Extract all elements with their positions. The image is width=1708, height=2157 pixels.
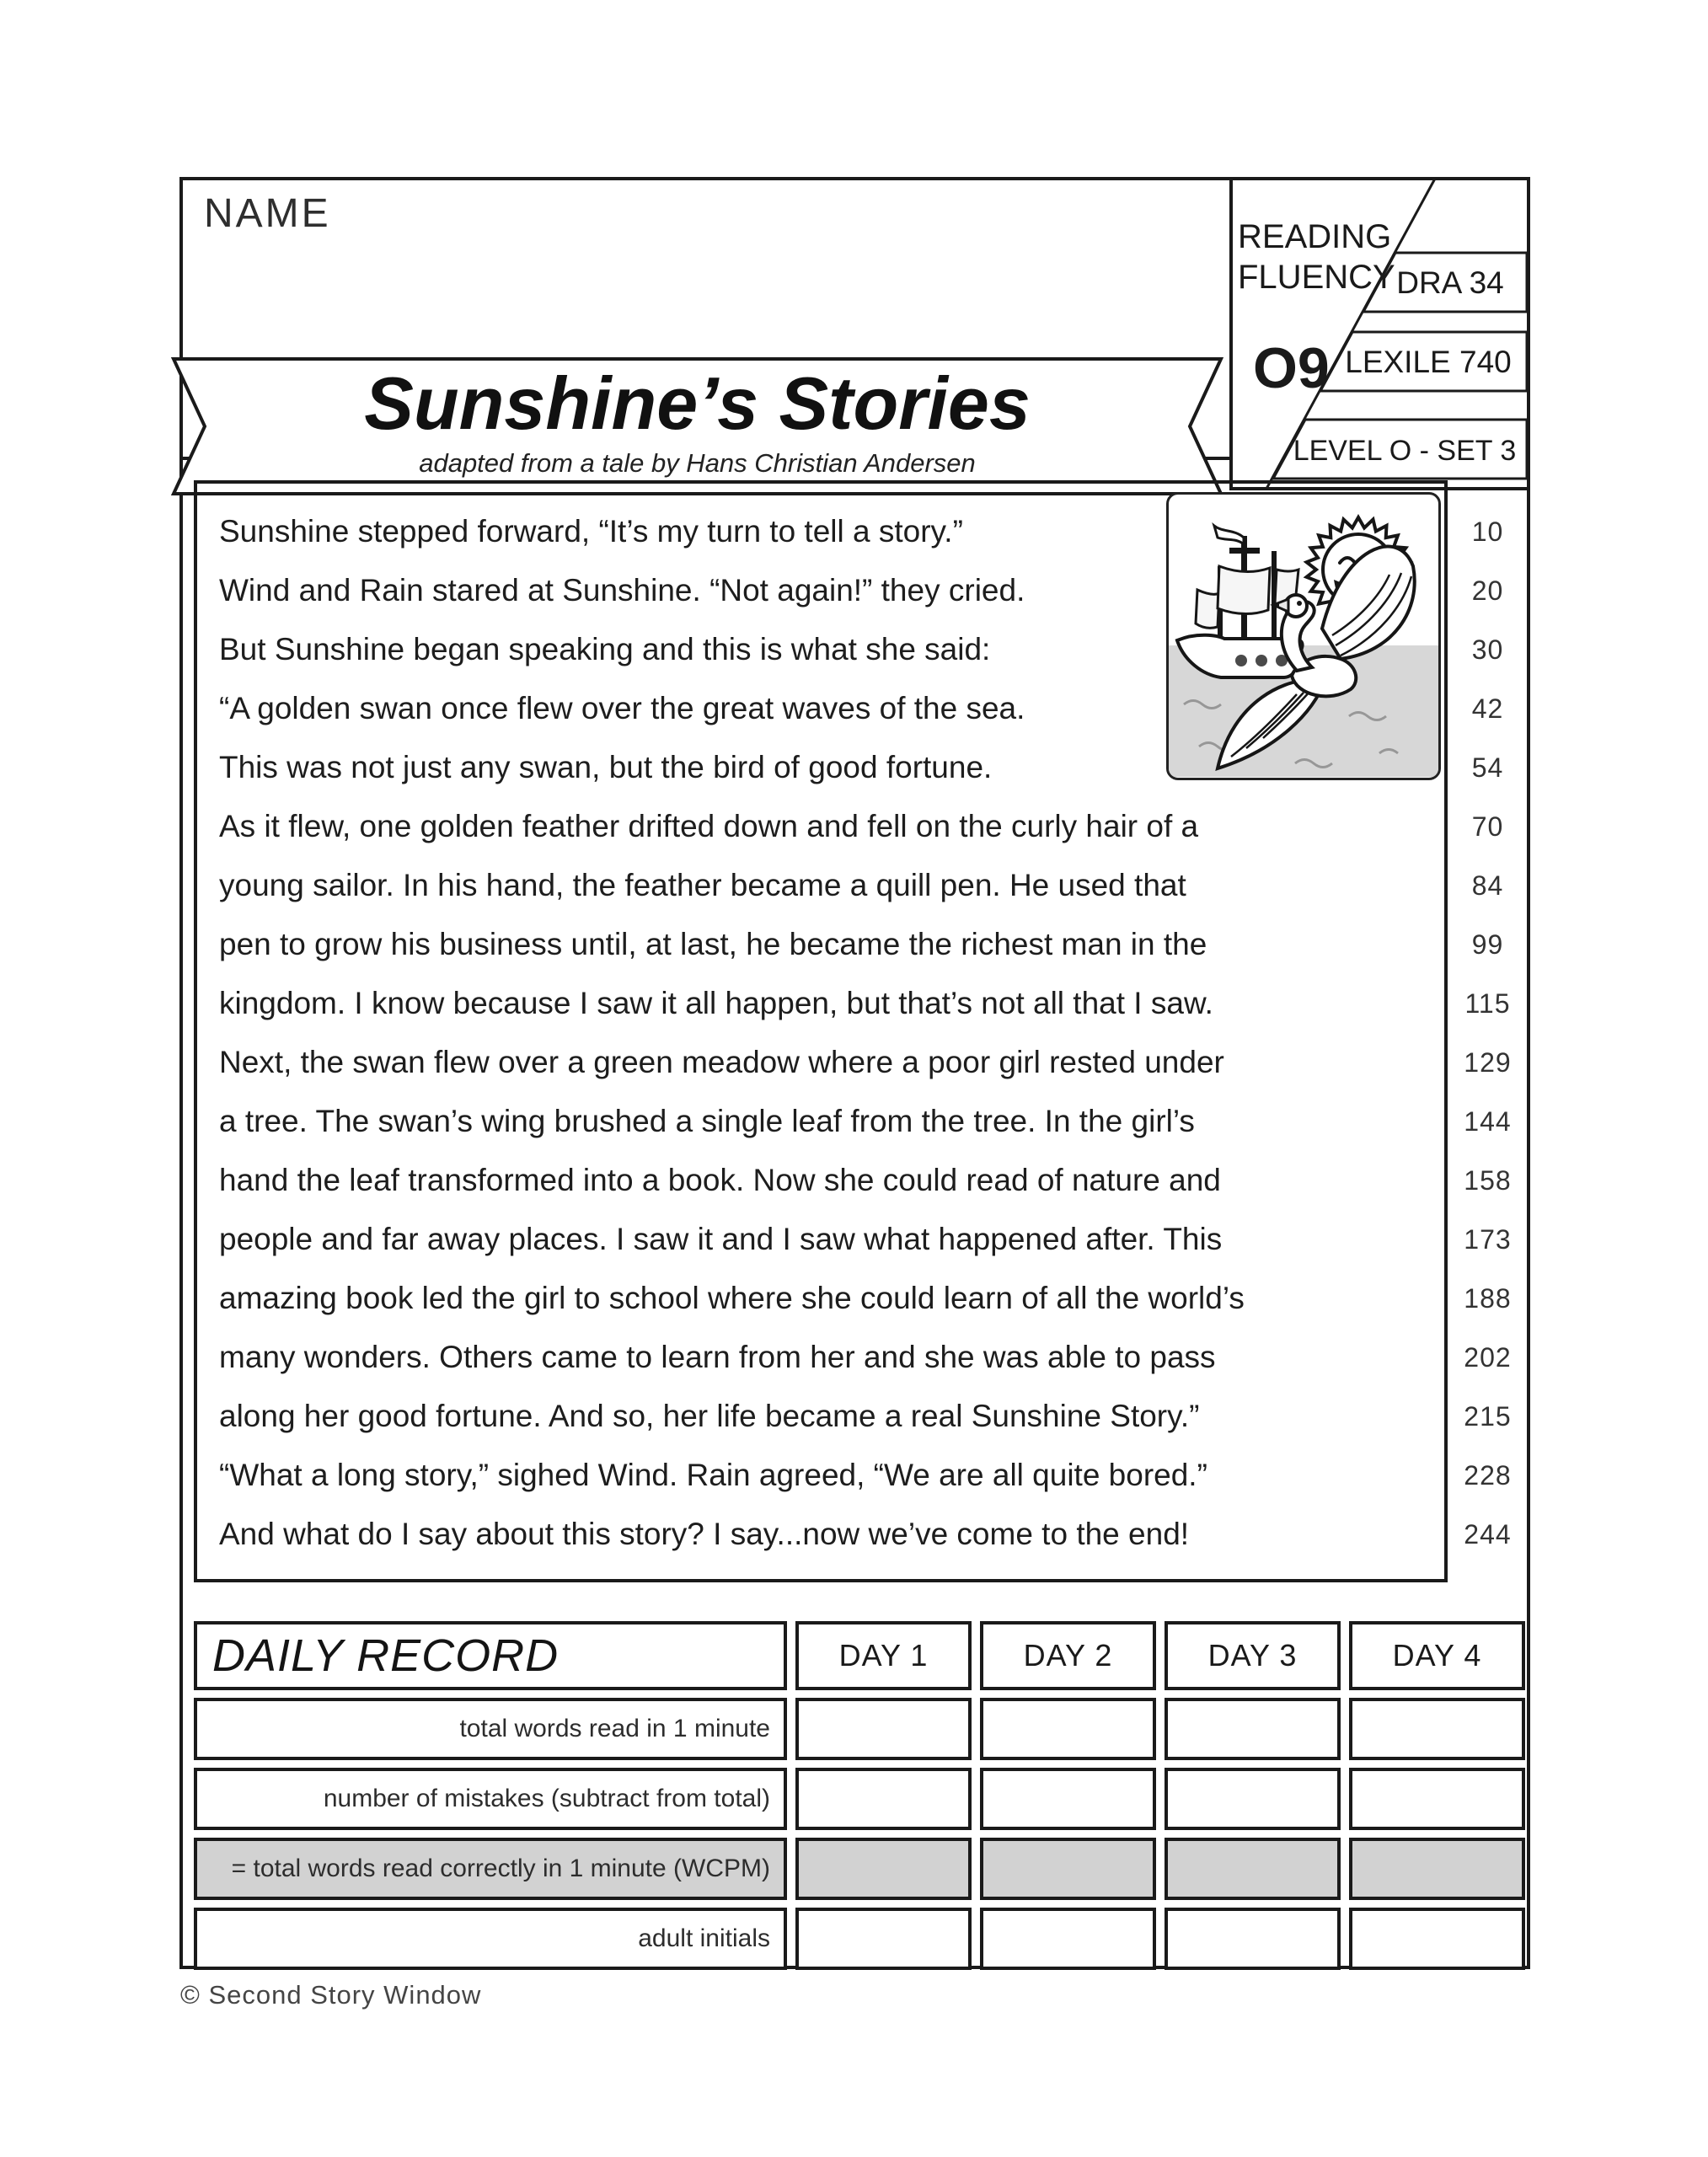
passage-line-16: along her good fortune. And so, her life became a real Sunshine Story.” [219,1399,1200,1433]
passage-line-6: As it flew, one golden feather drifted down and fell on the curly hair of a [219,809,1199,843]
footer-credit: © Second Story Window [180,1980,482,2010]
record-cell-mistakes-day1[interactable] [795,1768,972,1830]
passage-number: O9 [1253,336,1330,400]
daily-record-table [194,1621,1526,1970]
record-cell-wcpm-day2[interactable] [980,1838,1156,1900]
passage-line-17: “What a long story,” sighed Wind. Rain agreed, “We are all quite bored.” [219,1458,1207,1492]
word-count-3: 30 [1471,634,1504,665]
passage-line-9: kingdom. I know because I saw it all happen, but that’s not all that I saw. [219,986,1213,1020]
word-count-5: 54 [1471,752,1504,783]
word-count-16: 215 [1464,1400,1512,1432]
record-cell-initials-day2[interactable] [980,1908,1156,1970]
passage-line-15: many wonders. Others came to learn from her and she was able to pass [219,1340,1216,1374]
passage-line-12: hand the leaf transformed into a book. Now she could read of nature and [219,1163,1221,1197]
record-cell-total-day1[interactable] [795,1698,972,1760]
word-count-13: 173 [1464,1223,1512,1255]
program-label-line1: READING [1238,218,1392,255]
passage-line-8: pen to grow his business until, at last, he became the richest man in the [219,927,1207,961]
record-cell-total-day3[interactable] [1165,1698,1341,1760]
word-count-11: 144 [1464,1105,1512,1137]
page-title: Sunshine’s Stories [364,361,1031,445]
passage-line-13: people and far away places. I saw it and I saw what happened after. This [219,1222,1223,1256]
day-1-header: DAY 1 [795,1621,972,1690]
record-cell-initials-day3[interactable] [1165,1908,1341,1970]
passage-line-2: Wind and Rain stared at Sunshine. “Not again!” they cried. [219,573,1025,607]
record-cell-total-day2[interactable] [980,1698,1156,1760]
program-label-line2: FLUENCY [1238,259,1395,296]
record-cell-wcpm-day1[interactable] [795,1838,972,1900]
record-cell-initials-day4[interactable] [1349,1908,1525,1970]
word-count-column [1448,480,1528,1564]
passage-line-10: Next, the swan flew over a green meadow where a poor girl rested under [219,1045,1224,1079]
day-4-header: DAY 4 [1349,1621,1525,1690]
word-count-18: 244 [1464,1518,1512,1550]
level-label: LEVEL O - SET 3 [1293,435,1517,467]
passage-line-11: a tree. The swan’s wing brushed a single leaf from the tree. In the girl’s [219,1104,1195,1138]
daily-record-title: DAILY RECORD [194,1621,787,1690]
page-subtitle: adapted from a tale by Hans Christian Andersen [419,448,976,478]
word-count-15: 202 [1464,1341,1512,1373]
passage-line-3: But Sunshine began speaking and this is what she said: [219,632,991,666]
record-cell-mistakes-day3[interactable] [1165,1768,1341,1830]
word-count-8: 99 [1471,929,1504,960]
record-cell-wcpm-day3[interactable] [1165,1838,1341,1900]
passage-line-1: Sunshine stepped forward, “It’s my turn to tell a story.” [219,514,963,549]
story-illustration [1166,492,1441,780]
row-label-mistakes: number of mistakes (subtract from total) [194,1768,787,1830]
row-label-wcpm: = total words read correctly in 1 minute (WCPM) [194,1838,787,1900]
word-count-9: 115 [1464,988,1511,1019]
word-count-2: 20 [1471,575,1504,606]
word-count-7: 84 [1471,870,1504,901]
day-2-header: DAY 2 [980,1621,1156,1690]
word-count-10: 129 [1464,1046,1512,1078]
name-label: NAME [204,191,331,236]
record-cell-wcpm-day4[interactable] [1349,1838,1525,1900]
word-count-6: 70 [1471,811,1504,842]
passage-line-14: amazing book led the girl to school where she could learn of all the world’s [219,1281,1245,1315]
fluency-header-box [1229,177,1530,490]
lexile-label: LEXILE 740 [1345,345,1512,379]
day-3-header: DAY 3 [1165,1621,1341,1690]
row-label-adult-initials: adult initials [194,1908,787,1970]
word-count-1: 10 [1471,516,1504,547]
word-count-14: 188 [1464,1282,1512,1314]
word-count-4: 42 [1471,693,1504,724]
word-count-12: 158 [1464,1164,1512,1196]
dra-label: DRA 34 [1396,265,1504,300]
record-cell-mistakes-day4[interactable] [1349,1768,1525,1830]
passage-line-4: “A golden swan once flew over the great waves of the sea. [219,691,1025,725]
passage-line-7: young sailor. In his hand, the feather became a quill pen. He used that [219,868,1186,902]
record-cell-total-day4[interactable] [1349,1698,1525,1760]
record-cell-mistakes-day2[interactable] [980,1768,1156,1830]
row-label-total-words: total words read in 1 minute [194,1698,787,1760]
record-cell-initials-day1[interactable] [795,1908,972,1970]
passage-line-18: And what do I say about this story? I say...now we’ve come to the end! [219,1517,1190,1551]
passage-line-5: This was not just any swan, but the bird of good fortune. [219,750,993,784]
word-count-17: 228 [1464,1459,1512,1491]
